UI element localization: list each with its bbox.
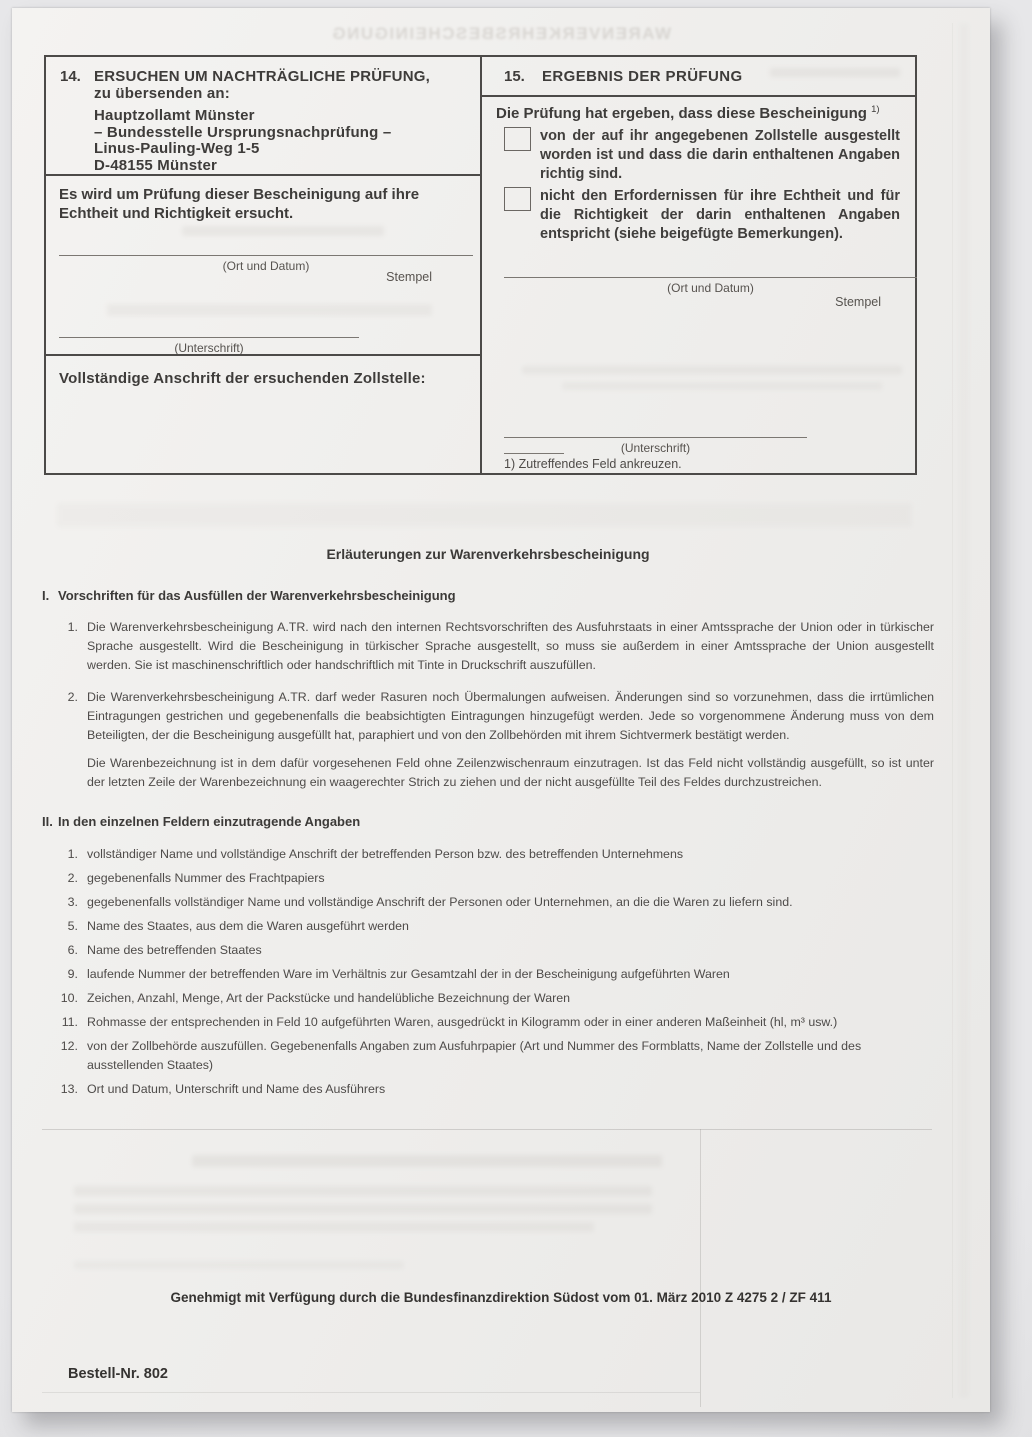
ghost-grid-line	[42, 1392, 700, 1393]
box-15-intro	[496, 104, 906, 122]
field-note-text: Name des Staates, aus dem die Waren ausgeführt werden	[87, 919, 409, 933]
ghost-text-bar	[74, 1186, 652, 1196]
field-note-text: Zeichen, Anzahl, Menge, Art der Packstücke und handelübliche Bezeichnung der Waren	[87, 991, 571, 1005]
approval-statement: Genehmigt mit Verfügung durch die Bundesfinanzdirektion Südost vom 01. März 2010 Z 4275 2 / ZF 411	[170, 1290, 832, 1305]
ghost-grid-line	[700, 1129, 701, 1407]
box-15-title: ERGEBNIS DER PRÜFUNG	[542, 68, 743, 85]
footnote-separator-line	[504, 453, 564, 454]
field-note	[42, 869, 934, 888]
box-14-address-block	[94, 108, 430, 174]
ghost-text-bar	[74, 1204, 652, 1214]
field-note-text: Name des betreffenden Staates	[87, 943, 262, 957]
box-15-intro-text: Die Prüfung hat ergeben, dass diese Bescheinigung	[496, 105, 867, 122]
item-number: 2.	[67, 690, 78, 704]
field-note	[42, 1080, 934, 1099]
box-15-result-of-verification	[482, 57, 915, 473]
place-date-label: (Ort und Datum)	[667, 281, 754, 295]
field-number: 11.	[61, 1015, 78, 1029]
field-note	[42, 941, 934, 960]
section-1-roman: I.	[42, 588, 50, 603]
signature-label: (Unterschrift)	[620, 441, 691, 455]
field-note	[42, 989, 934, 1008]
ghost-front-title: WARENVERKEHRSBESCHEINIGUNG	[330, 24, 672, 43]
field-number: 6.	[67, 943, 78, 957]
ghost-grid-line	[42, 1129, 932, 1130]
form-page	[12, 8, 990, 1412]
result-checkbox-issued[interactable]	[504, 127, 531, 151]
section-1-item	[42, 688, 934, 792]
field-note-text: gegebenenfalls Nummer des Frachtpapiers	[87, 871, 325, 885]
result-checkbox-not-compliant[interactable]	[504, 187, 531, 211]
ghost-text-bar	[192, 1155, 662, 1167]
section-2-heading	[42, 812, 934, 831]
section-1-item	[42, 618, 934, 675]
address-line: Hauptzollamt Münster	[94, 107, 255, 124]
ghost-text-bar	[57, 503, 912, 527]
signature-line	[504, 437, 807, 438]
item-paragraph: Die Warenbezeichnung ist in dem dafür vorgesehenen Feld ohne Zeilenzwischenraum einzutragen. Ist das Feld nicht vollständig ausgefüllt, so ist unter der letzten Zeile der Warenbezeichnung ein waagerechter Strich zu ziehen und der nicht ausgefüllte Teil des Feldes durchzustreichen.	[87, 756, 934, 789]
box-14-title-line1: ERSUCHEN UM NACHTRÄGLICHE PRÜFUNG,	[94, 68, 430, 85]
item-number: 1.	[67, 620, 78, 634]
field-note	[42, 893, 934, 912]
box-14-request-for-verification	[46, 57, 482, 473]
footnote-marker: 1)	[871, 104, 880, 115]
signature-line	[59, 337, 359, 338]
result-option-not-compliant	[504, 187, 906, 244]
field-number: 9.	[67, 967, 78, 981]
order-number: Bestell-Nr. 802	[68, 1366, 168, 1382]
field-note	[42, 1013, 934, 1032]
ghost-text-bar	[74, 1222, 594, 1232]
stamp-label: Stempel	[835, 295, 881, 309]
field-number: 5.	[67, 919, 78, 933]
address-line: D-48155 Münster	[94, 156, 218, 174]
box-14-header	[46, 57, 480, 176]
field-note-text: von der Zollbehörde auszufüllen. Gegebenenfalls Angaben zum Ausfuhrpapier (Art und Nummer des Formblatts, Name der Zollstelle und des ausstellenden Staates)	[87, 1039, 862, 1072]
footnote-text: 1) Zutreffendes Feld ankreuzen.	[504, 457, 682, 471]
verification-boxes	[44, 55, 917, 475]
result-option-not-compliant-text: nicht den Erfordernissen für ihre Echtheit und für die Richtigkeit der darin enthaltenen Angaben entspricht (siehe beigefügte Bemerkungen).	[540, 188, 900, 242]
section-1-heading	[42, 586, 934, 605]
ghost-paper-crease	[959, 23, 969, 1398]
address-line: Linus-Pauling-Weg 1-5	[94, 140, 260, 157]
field-number: 10.	[60, 991, 78, 1005]
box-14-title-line2: zu übersenden an:	[94, 85, 230, 102]
field-note	[42, 965, 934, 984]
field-note-text: Rohmasse der entsprechenden in Feld 10 aufgeführten Waren, ausgedrückt in Kilogramm oder in einer anderen Maßeinheit (hl, m³ usw.)	[87, 1015, 838, 1029]
ghost-text-bar	[74, 1261, 404, 1269]
field-number: 1.	[67, 847, 78, 861]
box-14-request-text: Es wird um Prüfung dieser Bescheinigung auf ihre Echtheit und Richtigkeit ersucht.	[59, 186, 420, 222]
box-14-requesting-office-section	[46, 354, 480, 473]
result-option-issued	[504, 127, 906, 184]
field-note-text: Ort und Datum, Unterschrift und Name des Ausführers	[87, 1082, 386, 1096]
place-date-signature-line	[59, 255, 473, 256]
explanations-section	[42, 545, 934, 1104]
field-number: 12.	[60, 1039, 78, 1053]
ghost-paper-crease	[952, 23, 953, 1398]
field-number: 13.	[60, 1082, 78, 1096]
field-note-text: laufende Nummer der betreffenden Ware im Verhältnis zur Gesamtzahl der in der Bescheinigung aufgeführten Waren	[87, 967, 730, 981]
box-14-number: 14.	[60, 68, 81, 85]
signature-label: (Unterschrift)	[174, 341, 244, 355]
field-note-text: vollständiger Name und vollständige Anschrift der betreffenden Person bzw. des betreffenden Unternehmens	[87, 847, 684, 861]
section-2-field-list	[42, 845, 934, 1099]
stamp-label: Stempel	[386, 270, 432, 284]
section-2-heading-text: In den einzelnen Feldern einzutragende Angaben	[58, 814, 361, 829]
address-line: – Bundesstelle Ursprungsnachprüfung –	[94, 123, 392, 141]
box-15-number: 15.	[504, 68, 525, 85]
requesting-office-title: Vollständige Anschrift der ersuchenden Zollstelle:	[59, 370, 426, 387]
item-paragraph: Die Warenverkehrsbescheinigung A.TR. wird nach den internen Rechtsvorschriften des Ausfuhrstaats in einer Amtssprache der Union oder in türkischer Sprache ausgestellt. Wird die Bescheinigung in türkischer Sprache ausgestellt, so muss sie außerdem in einer Amtssprache der Union ausgestellt werden. Sie ist maschinenschriftlich oder handschriftlich mit Tinte in Druckschrift auszufüllen.	[87, 620, 934, 672]
result-option-issued-text: von der auf ihr angegebenen Zollstelle ausgestellt worden ist und dass die darin enthaltenen Angaben richtig sind.	[540, 128, 900, 182]
field-note-text: gegebenenfalls vollständiger Name und vollständige Anschrift der Personen oder Unternehmen, an die die Waren zu liefern sind.	[87, 895, 793, 909]
field-note	[42, 917, 934, 936]
section-1-heading-text: Vorschriften für das Ausfüllen der Warenverkehrsbescheinigung	[58, 588, 456, 603]
place-date-signature-line	[504, 277, 917, 278]
explanations-title: Erläuterungen zur Warenverkehrsbescheinigung	[326, 546, 650, 562]
place-date-label: (Ort und Datum)	[222, 259, 310, 273]
box-15-header	[482, 57, 915, 97]
field-number: 3.	[67, 895, 78, 909]
field-number: 2.	[67, 871, 78, 885]
section-2-roman: II.	[42, 814, 53, 829]
field-note	[42, 1037, 934, 1075]
field-note	[42, 845, 934, 864]
item-paragraph: Die Warenverkehrsbescheinigung A.TR. darf weder Rasuren noch Übermalungen aufweisen. Änderungen sind so vorzunehmen, dass die irrtümlichen Eintragungen gestrichen und gegebenenfalls die beabsichtigten Eintragungen hinzugefügt werden. Jede so vorgenommene Änderung muss von dem Beteiligten, der die Bescheinigung ausgefüllt hat, paraphiert und von den Zollbehörden mit ihrem Sichtvermerk bestätigt werden.	[87, 690, 934, 742]
